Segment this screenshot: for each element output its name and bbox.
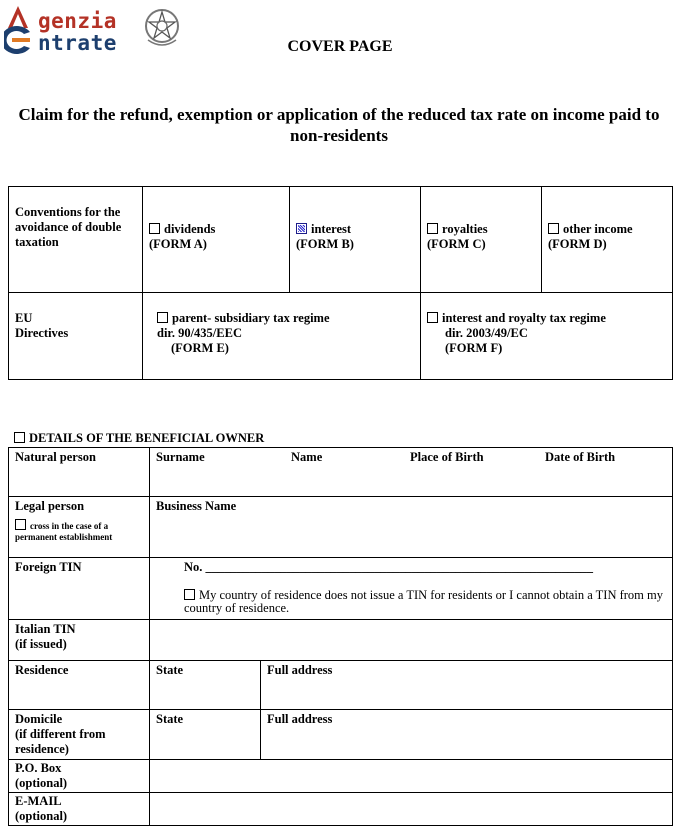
beneficial-owner-table [8,447,673,826]
residence-label: Residence [9,661,150,710]
option-parent-subsidiary[interactable]: parent- subsidiary tax regime dir. 90/435/EEC (FORM E) [143,293,421,380]
domicile-state-field[interactable]: State [150,710,261,760]
domicile-address-field[interactable]: Full address [261,710,673,760]
residence-address-field[interactable]: Full address [261,661,673,710]
beneficial-owner-heading: DETAILS OF THE BENEFICIAL OWNER [14,431,264,446]
natural-person-label: Natural person [9,448,150,497]
foreign-tin-label: Foreign TIN [9,558,150,620]
checkbox-permanent-establishment[interactable] [15,519,26,530]
checkbox-interest-checked[interactable] [296,223,307,234]
option-dividends[interactable]: dividends (FORM A) [143,187,290,293]
legal-person-label: Legal person cross in the case of a permanent establishment [9,497,150,558]
checkbox-parent-subsidiary[interactable] [157,312,168,323]
foreign-tin-number-line[interactable]: No. ______________________________________________________________ [184,560,594,574]
document-subtitle: Claim for the refund, exemption or application of the reduced tax rate on income paid to non-residents [18,105,660,145]
checkbox-no-tin[interactable] [184,589,195,600]
checkbox-dividends[interactable] [149,223,160,234]
business-name-field[interactable]: Business Name [150,497,673,558]
domicile-label: Domicile (if different from residence) [9,710,150,760]
option-interest[interactable]: interest (FORM B) [290,187,421,293]
email-field[interactable] [150,793,673,826]
republic-emblem-icon [142,6,182,50]
checkbox-beneficial-owner[interactable] [14,432,25,443]
po-box-field[interactable] [150,760,673,793]
logo-text-ntrate: ntrate [38,31,117,55]
page-title: COVER PAGE [287,38,393,55]
option-interest-royalty[interactable]: interest and royalty tax regime dir. 2003/49/EC (FORM F) [421,293,673,380]
checkbox-royalties[interactable] [427,223,438,234]
form-selection-table [8,186,673,380]
option-royalties[interactable]: royalties (FORM C) [421,187,542,293]
residence-state-field[interactable]: State [150,661,261,710]
agenzia-entrate-logo [4,4,184,54]
email-label: E-MAIL (optional) [9,793,150,826]
italian-tin-field[interactable] [150,620,673,661]
logo-text-genzia: genzia [38,9,117,33]
conventions-label: Conventions for the avoidance of double taxation [9,187,143,293]
option-other-income[interactable]: other income (FORM D) [542,187,673,293]
italian-tin-label: Italian TIN (if issued) [9,620,150,661]
foreign-tin-field[interactable] [150,558,673,620]
po-box-label: P.O. Box (optional) [9,760,150,793]
natural-person-fields[interactable]: Surname Name Place of Birth Date of Birth [150,448,673,497]
checkbox-other-income[interactable] [548,223,559,234]
eu-directives-label: EU Directives [9,293,143,380]
checkbox-interest-royalty[interactable] [427,312,438,323]
no-tin-option[interactable]: My country of residence does not issue a TIN for residents or I cannot obtain a TIN from my country of residence. [184,588,664,615]
